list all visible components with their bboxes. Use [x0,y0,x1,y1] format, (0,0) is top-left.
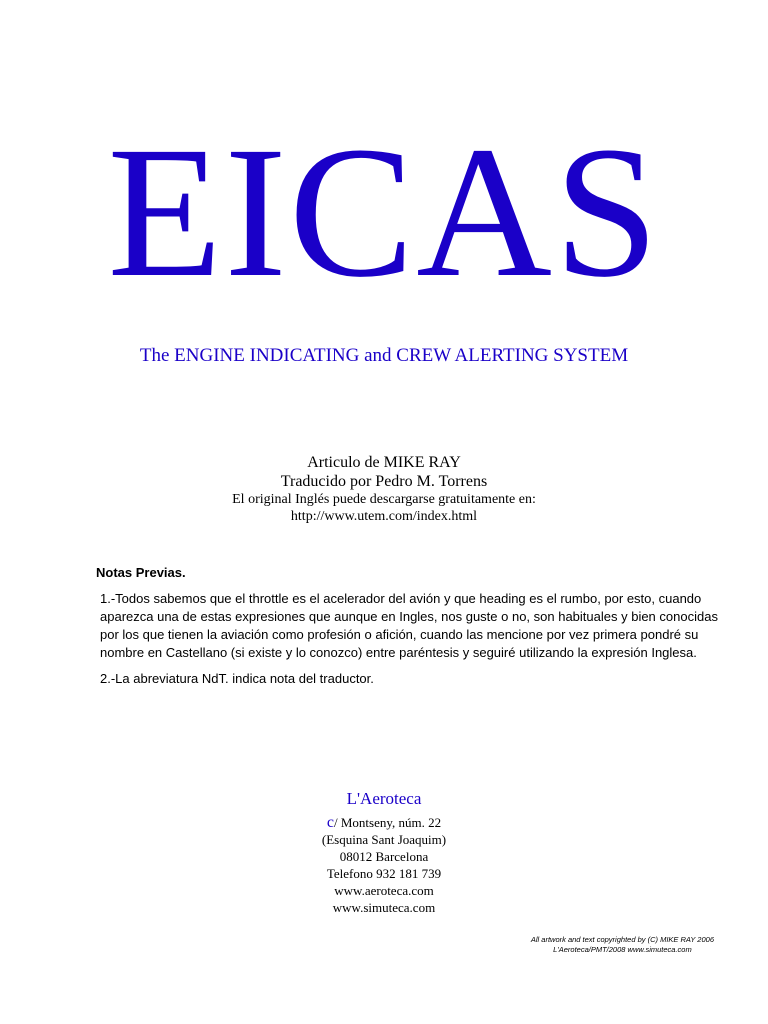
city-line: 08012 Barcelona [339,849,429,864]
phone-line: Telefono 932 181 739 [326,866,442,881]
street-prefix: c [326,814,334,831]
article-author: Articulo de MIKE RAY [307,454,461,471]
original-note: El original Inglés puede descargarse gratuitamente en: [232,492,536,507]
corner-line: (Esquina Sant Joaquim) [321,832,447,847]
website-link-1: www.aeroteca.com [334,883,434,898]
notes-section [96,565,736,688]
document-subtitle: The ENGINE INDICATING and CREW ALERTING SYSTEM [139,345,629,366]
notes-heading: Notas Previas. [96,565,186,580]
copyright-line-1: All artwork and text copyrighted by (C) MIKE RAY 2006 [530,935,714,944]
address-block [0,788,768,916]
street-text: / Montseny, núm. 22 [333,815,442,830]
note-item-2: 2.-La abreviatura NdT. indica nota del traductor. [100,671,374,686]
street-line [0,814,768,831]
organization-name: L'Aeroteca [346,789,422,808]
translator: Traducido por Pedro M. Torrens [280,473,488,490]
note-item-1: 1.-Todos sabemos que el throttle es el acelerador del avión y que heading es el rumbo, por esto, cuando aparezca una de estas expresiones que aunque en Ingles, nos guste o no, son habituales y bien conocidas por los que tienen la aviación como profesión o afición, cuando las mencione por vez primera pondré su nombre en Castellano (si existe y lo conozco) entre paréntesis y seguiré utilizando la expresión Inglesa. [100,591,718,660]
credits-block [0,453,768,525]
copyright-line-2: L'Aeroteca/PMT/2008 www.simuteca.com [553,945,692,954]
copyright-notice [531,935,714,955]
document-title: EICAS [107,107,661,316]
original-url: http://www.utem.com/index.html [290,509,478,524]
website-link-2: www.simuteca.com [332,900,436,915]
